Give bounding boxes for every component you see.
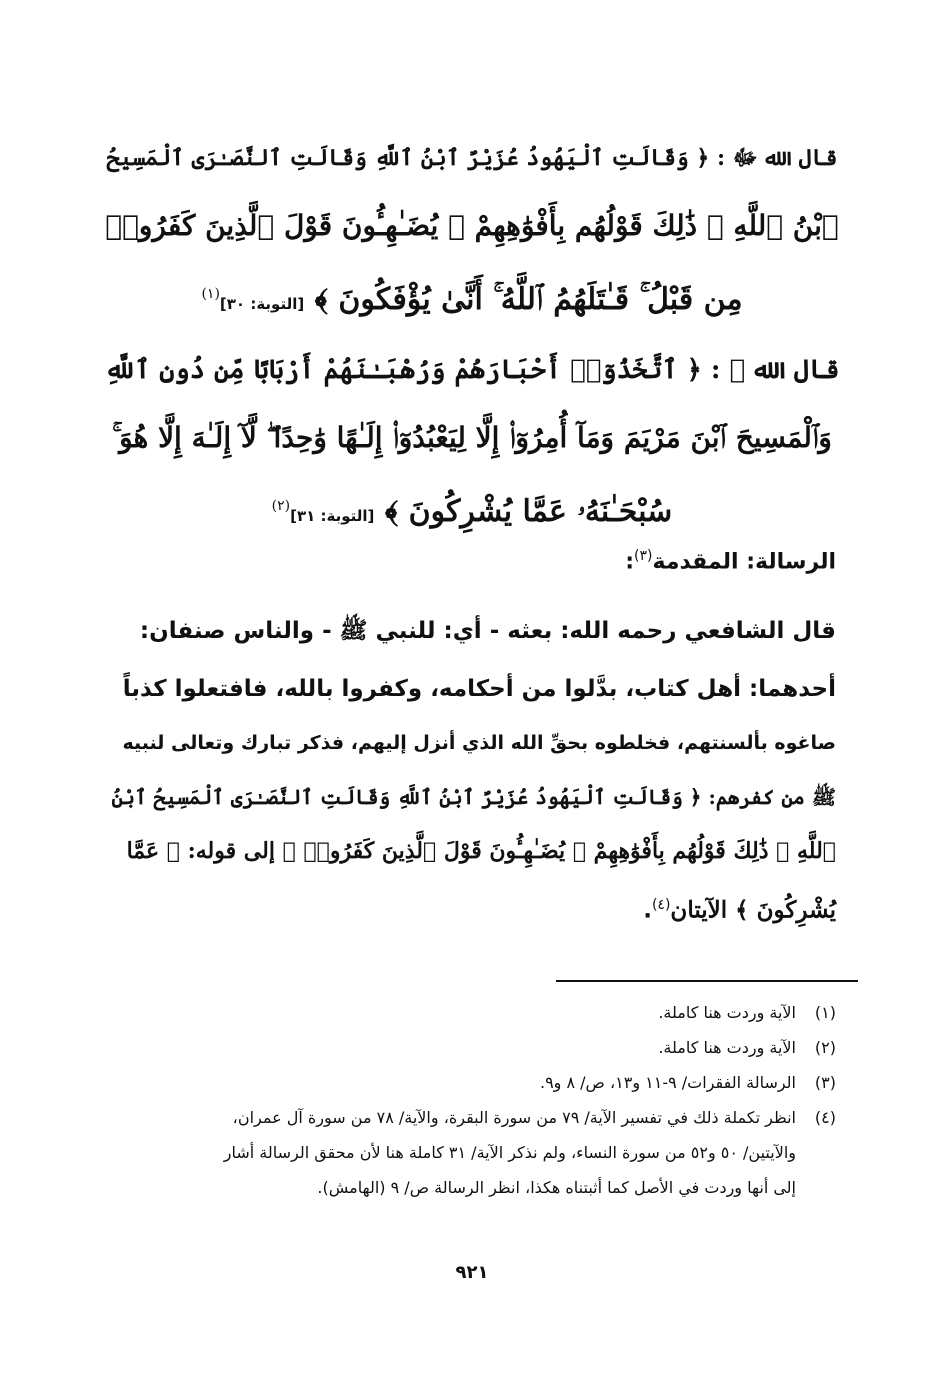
- verse-1-reference: [التوبة: ٣٠]: [219, 295, 305, 313]
- verse-1-line-2: ٱبْنُ ٱللَّهِ ۖ ذَٰلِكَ قَوْلُهُم بِأَفْوَٰهِهِمْ ۖ يُضَـٰهِـُٔونَ قَوْلَ ٱلَّذِينَ كَفَرُوا۟: [105, 209, 839, 242]
- paragraph-2-line-5-text: يُشْرِكُونَ ﴾ الآيتان: [670, 896, 836, 924]
- verse-2-reference: [التوبة: ٣١]: [290, 507, 375, 525]
- verse-2-line-3: [100, 472, 844, 550]
- footnote-text: [106, 1030, 796, 1065]
- footnote-text: [106, 1100, 796, 1205]
- paragraph-2-line-2: صاغوه بألسنتهم، فخلطوه بحقِّ الله الذي أنزل إليهم، فذكر تبارك وتعالى لنبيه: [122, 732, 836, 754]
- footnote-line: إلى أنها وردت في الأصل كما أثبتناه هكذا، انظر الرسالة ص/ ٩ (الهامش).: [317, 1178, 796, 1197]
- paragraph-2-footnote-mark: (٤): [651, 897, 671, 913]
- footnote-number: (١): [814, 1003, 836, 1022]
- footnote-line: الرسالة الفقرات/ ٩-١١ و١٣، ص/ ٨ و٩.: [539, 1073, 796, 1092]
- footnote-text: [106, 1065, 796, 1100]
- section-heading-text: الرسالة: المقدمة: [652, 549, 836, 575]
- page-number: ٩٢١: [455, 1262, 489, 1283]
- footnote-line: والآيتين/ ٥٠ و٥٢ من سورة النساء، ولم نذكر الآية/ ٣١ كاملة هنا لأن محقق الرسالة أشار: [223, 1143, 796, 1162]
- footnote-line: الآية وردت هنا كاملة.: [658, 1003, 796, 1022]
- paragraph-2: [106, 662, 836, 938]
- section-heading-footnote-mark: (٣): [634, 548, 653, 564]
- footnote-text: [106, 995, 796, 1030]
- footnote-line: انظر تكملة ذلك في تفسير الآية/ ٧٩ من سورة البقرة، والآية/ ٧٨ من سورة آل عمران،: [232, 1108, 796, 1127]
- footnotes: [106, 995, 836, 1205]
- verse-2-line-1: قال الله ﷻ : ﴿ ٱتَّخَذُوٓا۟ أَحْبَارَهُمْ وَرُهْبَـٰنَهُمْ أَرْبَابًا مِّن دُونِ ٱللَّهِ: [104, 355, 840, 385]
- section-heading-colon: :: [625, 549, 635, 575]
- paragraph-2-line-4: ٱللَّهِ ۖ ذَٰلِكَ قَوْلُهُم بِأَفْوَٰهِهِمْ ۖ يُضَـٰهِـُٔونَ قَوْلَ ٱلَّذِينَ كَفَرُوا۟ ﴾ إلى قوله: ﴿ عَمَّا: [126, 838, 836, 864]
- paragraph-2-end: .: [643, 897, 652, 924]
- footnote-divider: [556, 980, 858, 982]
- footnote-number: (٢): [814, 1038, 836, 1057]
- verse-2-line-2: وَٱلْمَسِيحَ ٱبْنَ مَرْيَمَ وَمَآ أُمِرُوٓا۟ إِلَّا لِيَعْبُدُوٓا۟ إِلَـٰهًا وَٰحِدًا ۖ لَّآ إِلَـٰهَ إِلَّا هُوَ ۚ: [112, 421, 832, 454]
- paragraph-2-line-3: ﷺ من كفرهم: ﴿ وَقَالَتِ ٱلْيَهُودُ عُزَيْرٌ ٱبْنُ ٱللَّهِ وَقَالَتِ ٱلنَّصَـٰرَى ٱلْمَسِيحُ ٱبْنُ: [111, 785, 836, 809]
- verse-1-line-3: [100, 260, 844, 338]
- paragraph-2-line-5: [106, 878, 836, 938]
- section-heading: [625, 548, 836, 574]
- verse-2-footnote-mark: (٢): [271, 498, 291, 514]
- paragraph-1-text: قال الشافعي رحمه الله: بعثه - أي: للنبي ﷺ - والناس صنفان:: [139, 618, 836, 644]
- footnote-number: (٣): [814, 1073, 836, 1092]
- footnote-line: الآية وردت هنا كاملة.: [658, 1038, 796, 1057]
- verse-block-2: [100, 336, 844, 550]
- footnote-item: [106, 1100, 836, 1205]
- verse-block-1: [100, 124, 844, 338]
- footnote-item: [106, 1065, 836, 1100]
- footnote-item: [106, 1030, 836, 1065]
- verse-1-line-1: قال الله ﷻ : ﴿ وَقَالَتِ ٱلْيَهُودُ عُزَيْرٌ ٱبْنُ ٱللَّهِ وَقَالَتِ ٱلنَّصَـٰرَى ٱلْمَسِيحُ: [106, 145, 838, 171]
- verse-1-line-3-text: مِن قَبْلُ ۚ قَـٰتَلَهُمُ ٱللَّهُ ۚ أَنَّىٰ يُؤْفَكُونَ ﴾: [314, 282, 743, 317]
- paragraph-2-line-1: أحدهما: أهل كتاب، بدَّلوا من أحكامه، وكفروا بالله، فافتعلوا كذباً: [122, 676, 836, 702]
- footnote-number: (٤): [814, 1108, 836, 1127]
- verse-2-line-3-text: سُبْحَـٰنَهُۥ عَمَّا يُشْرِكُونَ ﴾: [384, 494, 673, 529]
- footnote-item: [106, 995, 836, 1030]
- verse-1-footnote-mark: (١): [201, 286, 220, 302]
- paragraph-1: [106, 604, 836, 658]
